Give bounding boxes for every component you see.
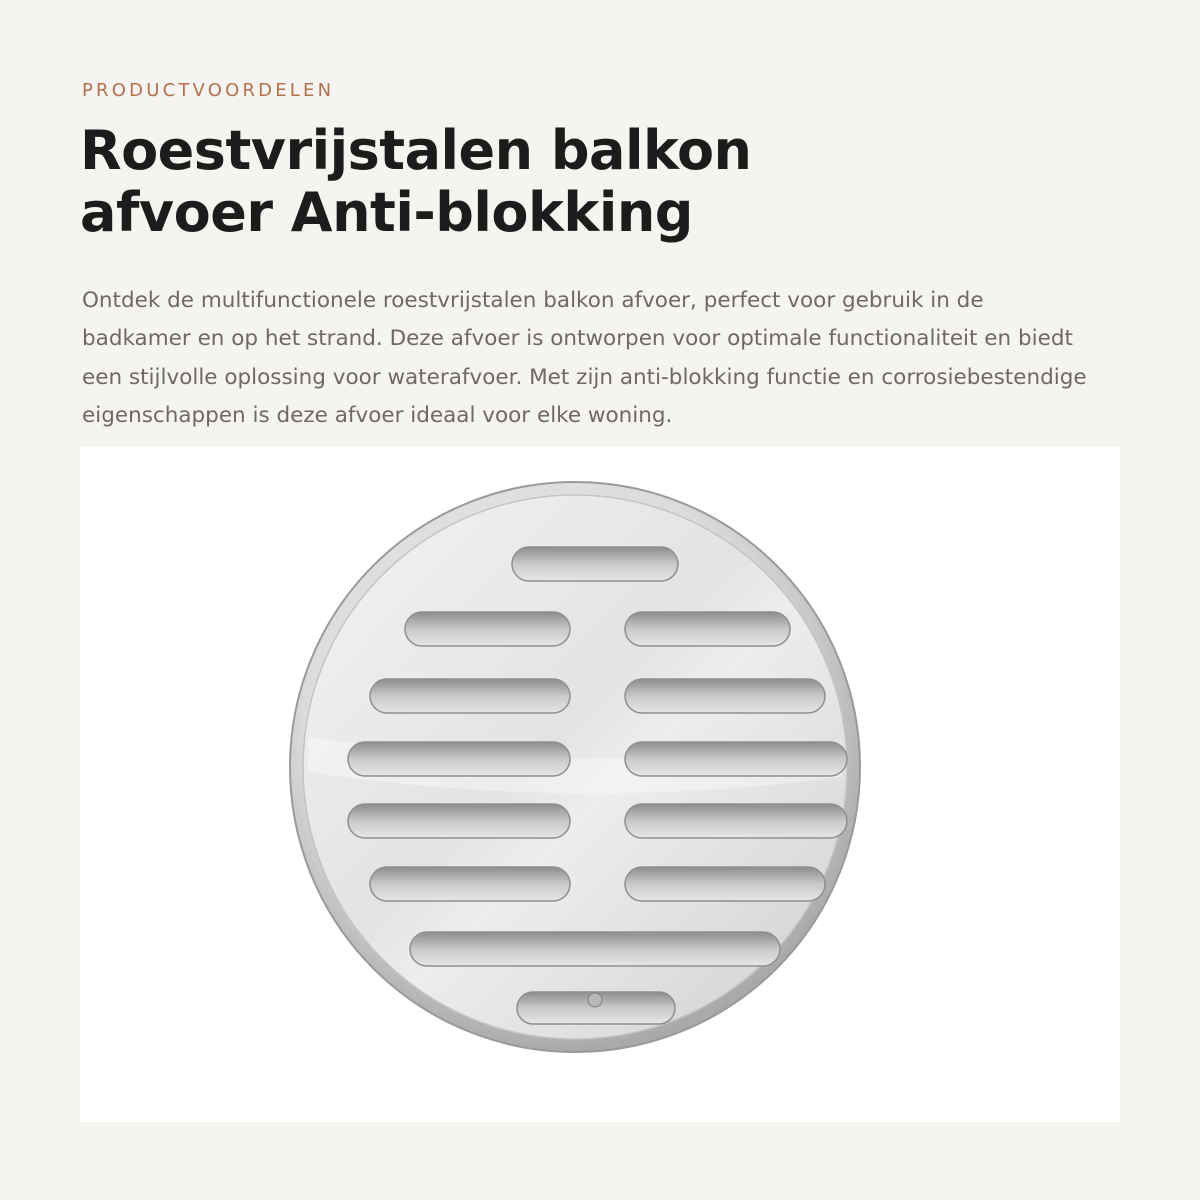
- title-line-1: Roestvrijstalen balkon: [80, 119, 752, 182]
- grate-slot: [625, 804, 847, 838]
- grate-slot: [625, 612, 790, 646]
- drain-grate-illustration: [80, 447, 1120, 1122]
- grate-slot: [405, 612, 570, 646]
- product-description: Ontdek de multifunctionele roestvrijstalen balkon afvoer, perfect voor gebruik in de badkamer en op het strand. Deze afvoer is ontworpen voor optimale functionaliteit en biedt een stijlvolle oplossing voor waterafvoer. Met zijn anti-blokking functie en corrosiebestendige eigenschappen is deze afvoer ideaal voor elke woning.: [82, 287, 1087, 428]
- grate-slot: [348, 742, 570, 776]
- grate-slot: [370, 867, 570, 901]
- grate-slot: [370, 679, 570, 713]
- grate-slot: [348, 804, 570, 838]
- page-title: [80, 120, 840, 244]
- grate-slot: [625, 742, 847, 776]
- center-screw: [588, 993, 602, 1007]
- eyebrow-label: PRODUCTVOORDELEN: [82, 80, 335, 101]
- grate-slot: [625, 679, 825, 713]
- grate-slot: [410, 932, 780, 966]
- grate-slot: [512, 547, 678, 581]
- product-photo: [80, 447, 1120, 1122]
- title-line-2: afvoer Anti-blokking: [80, 181, 693, 244]
- grate-slot: [625, 867, 825, 901]
